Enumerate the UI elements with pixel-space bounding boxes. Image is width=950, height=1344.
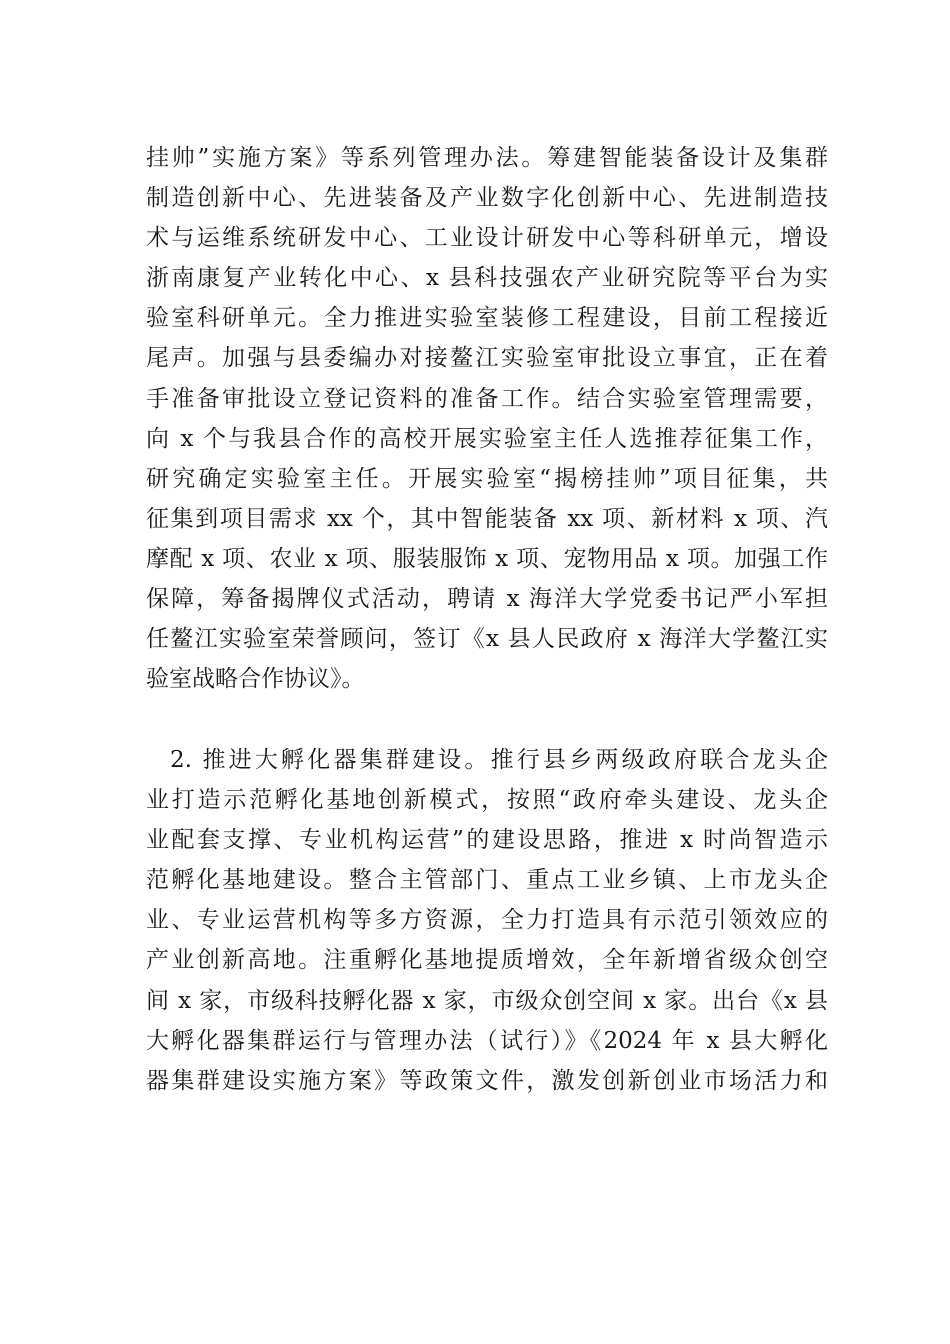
paragraph-line: 任鳌江实验室荣誉顾问，签订《x 县人民政府 x 海洋大学鳌江实 xyxy=(146,626,828,653)
paragraph-line: 研究确定实验室主任。开展实验室“揭榜挂帅”项目征集，共 xyxy=(146,465,828,492)
paragraph-line: 验室科研单元。全力推进实验室装修工程建设，目前工程接近 xyxy=(146,305,828,332)
paragraph-line: 浙南康复产业转化中心、x 县科技强农产业研究院等平台为实 xyxy=(146,265,828,292)
paragraph-1 xyxy=(146,138,828,699)
paragraph-line: 器集群建设实施方案》等政策文件，激发创新创业市场活力和 xyxy=(146,1067,828,1094)
paragraph-heading-line: 2. 推进大孵化器集群建设。推行县乡两级政府联合龙头企 xyxy=(170,747,828,773)
paragraph-line: 范孵化基地建设。整合主管部门、重点工业乡镇、上市龙头企 xyxy=(146,867,828,894)
paragraph-line: 保障，筹备揭牌仪式活动，聘请 x 海洋大学党委书记严小军担 xyxy=(146,586,828,613)
paragraph-2 xyxy=(146,740,828,1101)
paragraph-line: 术与运维系统研发中心、工业设计研发中心等科研单元，增设 xyxy=(146,225,828,252)
paragraph-line: 产业创新高地。注重孵化基地提质增效，全年新增省级众创空 xyxy=(146,947,828,974)
paragraph-line: 手准备审批设立登记资料的准备工作。结合实验室管理需要， xyxy=(146,385,828,412)
paragraph-line: 挂帅”实施方案》等系列管理办法。筹建智能装备设计及集群 xyxy=(146,145,828,171)
paragraph-line: 业配套支撑、专业机构运营”的建设思路，推进 x 时尚智造示 xyxy=(146,827,828,854)
paragraph-line: 业、专业运营机构等多方资源，全力打造具有示范引领效应的 xyxy=(146,907,828,934)
paragraph-line: 间 x 家，市级科技孵化器 x 家，市级众创空间 x 家。出台《x 县 xyxy=(146,987,828,1014)
paragraph-line: 尾声。加强与县委编办对接鳌江实验室审批设立事宜，正在着 xyxy=(146,345,828,372)
paragraph-line: 制造创新中心、先进装备及产业数字化创新中心、先进制造技 xyxy=(146,185,828,212)
paragraph-line: 业打造示范孵化基地创新模式，按照“政府牵头建设、龙头企 xyxy=(146,787,828,814)
paragraph-line: 大孵化器集群运行与管理办法（试行）》《2024 年 x 县大孵化 xyxy=(146,1027,828,1054)
paragraph-line: 摩配 x 项、农业 x 项、服装服饰 x 项、宠物用品 x 项。加强工作 xyxy=(146,545,828,572)
paragraph-line: 向 x 个与我县合作的高校开展实验室主任人选推荐征集工作， xyxy=(146,425,828,452)
paragraph-line: 验室战略合作协议》。 xyxy=(146,666,365,693)
paragraph-line: 征集到项目需求 xx 个，其中智能装备 xx 项、新材料 x 项、汽 xyxy=(146,505,828,532)
